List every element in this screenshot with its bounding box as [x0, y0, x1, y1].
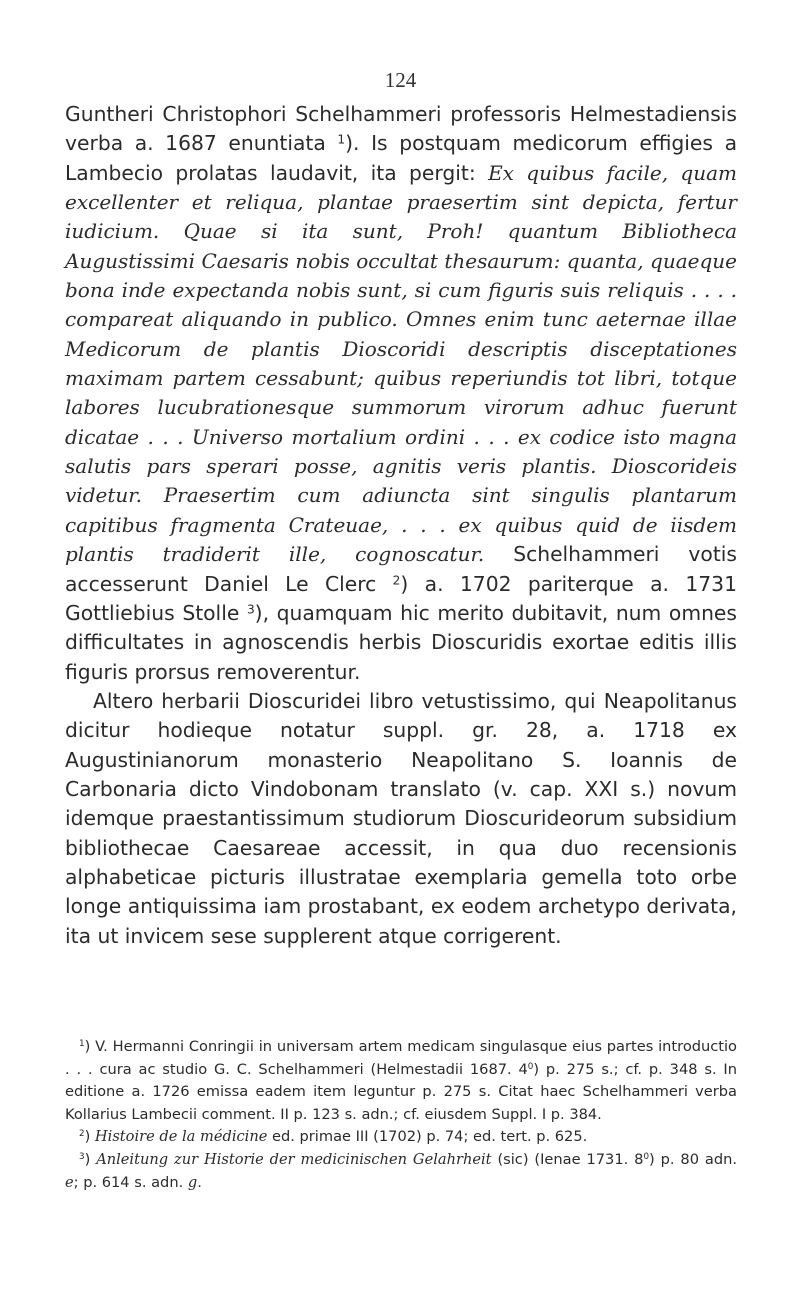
text-run: ) a. 1702 pariterque a. 1731 Gottliebius Stolle [65, 571, 737, 625]
text-run: ; p. 614 s. adn. [73, 1173, 188, 1191]
text-run: ). Is postquam medicorum effigies a Lambecio prolatas laudavit, ita pergit: [65, 131, 737, 185]
footnote-marker: 2 [79, 1129, 85, 1140]
footnote-marker: 3 [246, 602, 255, 617]
footnote-marker: 0 [527, 1061, 534, 1072]
paragraph-2 [65, 687, 737, 951]
text-run: Altero herbarii Dioscuridei libro vetustissimo, qui Neapolitanus dicitur hodieque notatur suppl. gr. 28, a. 1718 ex Augustinianorum monasterio Neapolitano S. Ioannis de Carbonaria dicto Vindobonam translato (v. cap. XXI s.) novum idemque praestantissimum studiorum Dioscurideorum subsidium bibliothecae Caesareae accessit, in qua duo recensionis alphabeticae picturis illustratae exemplaria gemella toto orbe longe antiquissima iam prostabant, ex eodem archetypo derivata, ita ut invicem sese supplerent atque corrigerent. [65, 688, 737, 948]
footnote-marker: 3 [79, 1152, 85, 1163]
footnote-3 [65, 1149, 737, 1194]
text-run: ed. primae III (1702) p. 74; ed. tert. p. 625. [267, 1128, 588, 1146]
footnotes [65, 1036, 737, 1194]
italic-run: Anleitung zur Historie der medicinischen Gelahrheit [96, 1150, 492, 1168]
footnote-marker: 2 [392, 572, 401, 587]
paragraph-1 [65, 100, 737, 687]
page-number: 124 [384, 68, 417, 92]
footnote-2 [65, 1126, 737, 1149]
text-run: Schelhammeri votis accesserunt Daniel Le Clerc [65, 542, 737, 596]
footnote-marker: 0 [643, 1152, 650, 1163]
footnote-marker: 1 [79, 1039, 85, 1050]
footnote-marker: 1 [337, 132, 346, 147]
italic-run: Ex quibus facile, quam excellenter et reliqua, plantae praesertim sint depicta, fertur iudicium. Quae si ita sunt, Proh! quantum Bibliotheca Augustissimi Caesaris nobis occultat thesaurum: quanta, quaeque bona inde expectanda nobis sunt, si cum figuris suis reliquis . . . . compareat aliquando in publico. Omnes enim tunc aeternae illae Medicorum de plantis Dioscoridi descriptis disceptationes maximam partem cessabunt; quibus reperiundis tot libri, totque labores lucubrationesque summorum virorum adhuc fuerunt dicatae . . . Universo mortalium ordini . . . ex codice isto magna salutis pars sperari posse, agnitis veris plantis. Dioscorideis videtur. Praesertim cum adiuncta sint singulis plantarum capitibus fragmenta Crateuae, . . . ex quibus quid de iisdem plantis tradiderit ille, cognoscatur. [65, 160, 737, 567]
italic-run: Histoire de la médicine [94, 1128, 268, 1146]
text-run: ) p. 275 s.; cf. p. 348 s. In editione a. 1726 emissa eadem item leguntur p. 275 s. Citat haec Schelhammeri verba Kollarius Lambecii comment. II p. 123 s. adn.; cf. eiusdem Suppl. I p. 384. [65, 1060, 737, 1123]
footnote-1 [65, 1036, 737, 1126]
text-run: ) V. Hermanni Conringii in universam artem medicam singulasque eius partes introductio . . . cura ac studio G. C. Schelhammeri (Helmestadii 1687. 4 [65, 1038, 737, 1078]
main-text [65, 100, 737, 951]
text-run: Guntheri Christophori Schelhammeri professoris Helmestadiensis verba a. 1687 enuntiata [65, 102, 737, 156]
text-run: ) [84, 1128, 95, 1146]
italic-run: e [65, 1173, 74, 1191]
text-run: (sic) (Ienae 1731. 8 [491, 1150, 644, 1168]
text-run: ) p. 80 adn. [649, 1150, 737, 1168]
italic-run: g [187, 1173, 198, 1191]
text-run: . [197, 1173, 202, 1191]
text-run: ), quamquam hic merito dubitavit, num omnes difficultates in agnoscendis herbis Dioscuridis exortae editis illis figuris prorsus removerentur. [65, 600, 737, 684]
text-run: ) [84, 1150, 97, 1168]
